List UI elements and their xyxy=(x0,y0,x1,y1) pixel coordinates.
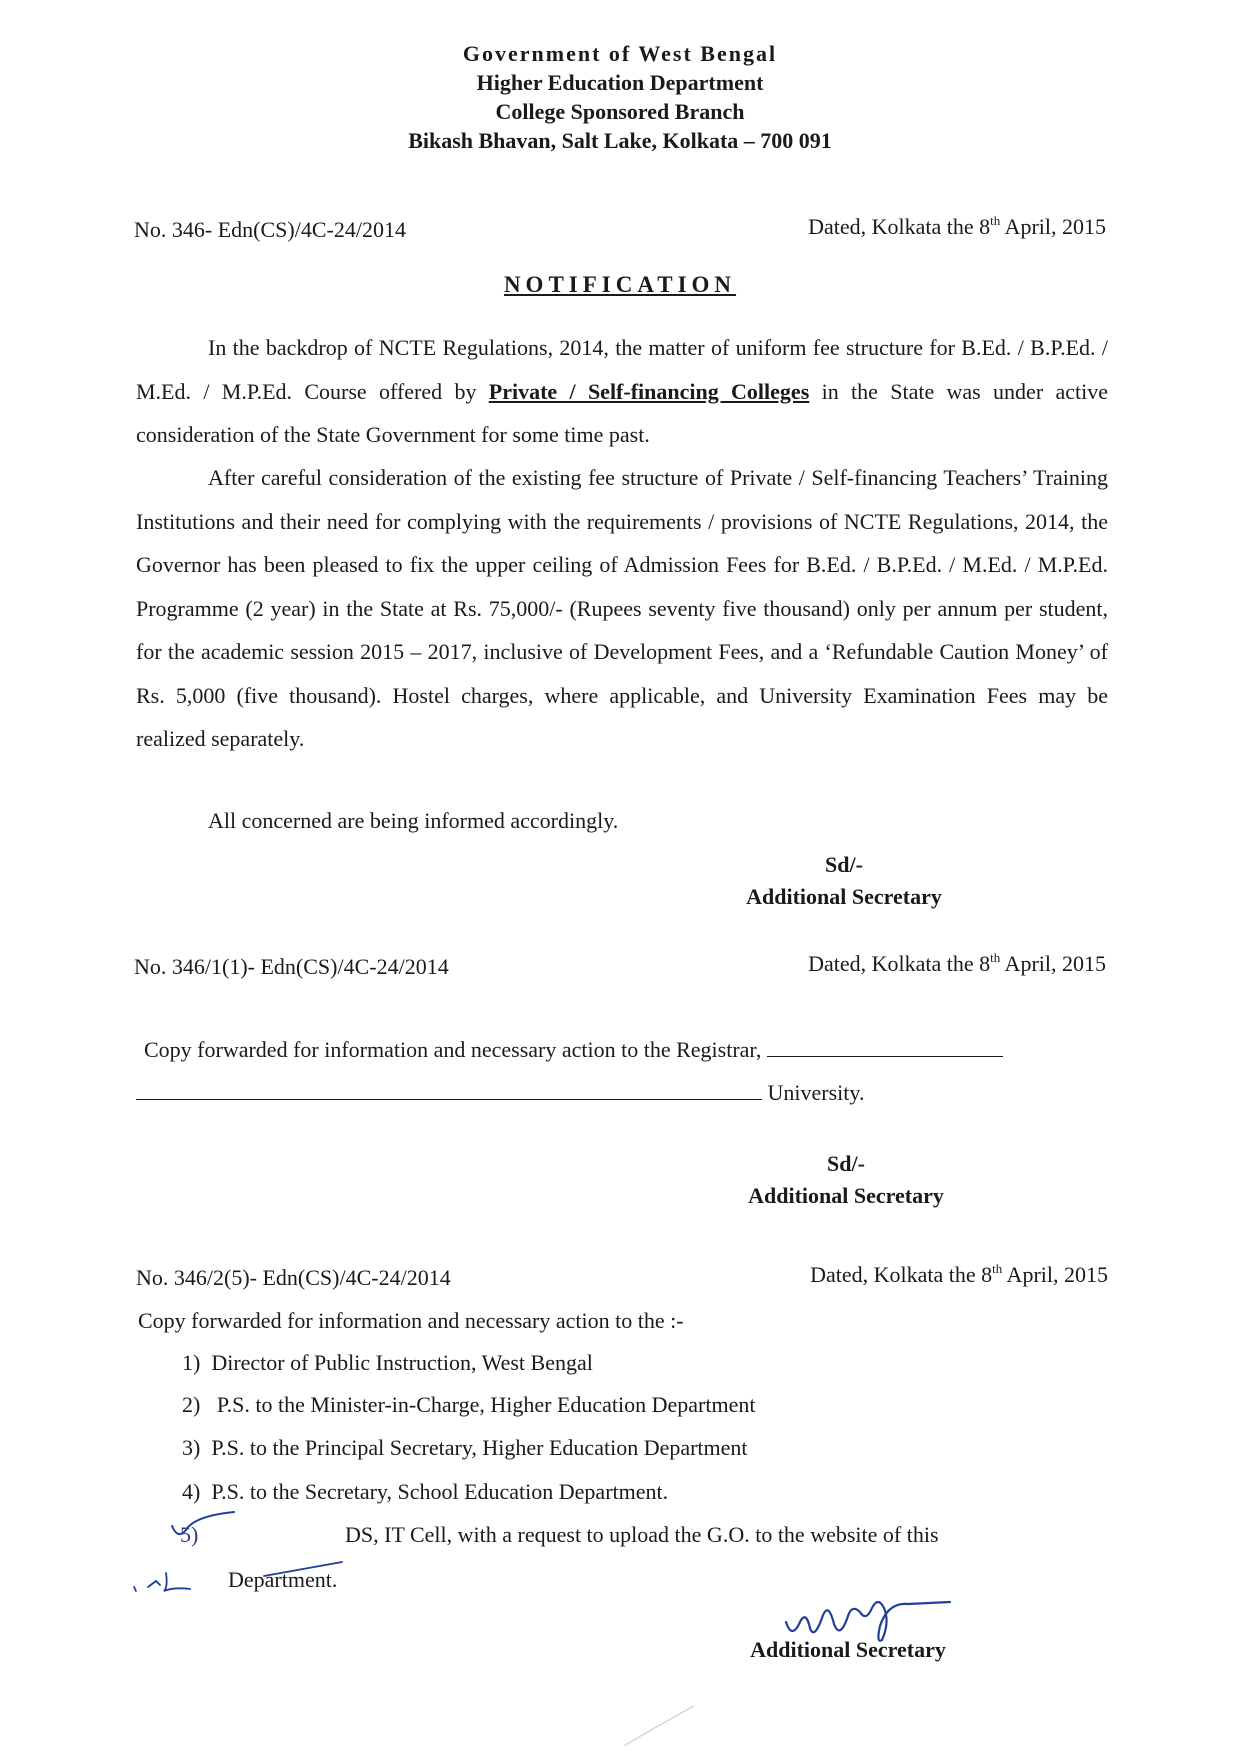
university-line: University. xyxy=(136,1077,864,1108)
list-item: 4) P.S. to the Secretary, School Education Department. xyxy=(182,1479,669,1504)
memo-date-1: Dated, Kolkata the 8th April, 2015 xyxy=(808,213,1106,239)
memo-number-2: No. 346/1(1)- Edn(CS)/4C-24/2014 xyxy=(134,954,449,979)
header-address: Bikash Bhavan, Salt Lake, Kolkata – 700 091 xyxy=(408,128,832,153)
signature-block-3 xyxy=(728,1634,968,1666)
signature-block-1 xyxy=(694,849,994,913)
registrar-blank-line xyxy=(767,1034,1003,1057)
memo-date-2: Dated, Kolkata the 8th April, 2015 xyxy=(808,950,1106,976)
signature-block-2 xyxy=(696,1148,996,1212)
list-item-5-text: DS, IT Cell, with a request to upload the G.O. to the website of this xyxy=(345,1522,939,1547)
memo-number-1: No. 346- Edn(CS)/4C-24/2014 xyxy=(134,217,406,242)
private-colleges-emphasis: Private / Self-financing Colleges xyxy=(488,378,810,404)
memo-number-3: No. 346/2(5)- Edn(CS)/4C-24/2014 xyxy=(136,1265,451,1290)
signatory-title: Additional Secretary xyxy=(748,1183,944,1208)
signatory-title: Additional Secretary xyxy=(750,1637,946,1662)
university-blank-line xyxy=(136,1077,762,1100)
copy-forwarded-list-intro: Copy forwarded for information and necessary action to the :- xyxy=(138,1308,684,1333)
header-department: Higher Education Department xyxy=(476,70,764,95)
notification-paragraph-2: After careful consideration of the existing fee structure of Private / Self-financing Teachers’ Training Institutions and their need for complying with the requirements / provisions of NCTE Regulations, 2014, the Governor has been pleased to fix the upper ceiling of Admission Fees for B.Ed. / B.P.Ed. / M.Ed. / M.P.Ed. Programme (2 year) in the State at Rs. 75,000/- (Rupees seventy five thousand) only per annum per student, for the academic session 2015 – 2017, inclusive of Development Fees, and a ‘Refundable Caution Money’ of Rs. 5,000 (five thousand). Hostel charges, where applicable, and University Examination Fees may be realized separately. xyxy=(136,465,1108,751)
list-item: 2) P.S. to the Minister-in-Charge, Higher Education Department xyxy=(182,1392,756,1417)
handwritten-mark-icon xyxy=(130,1565,225,1599)
sd-label: Sd/- xyxy=(825,852,863,877)
signatory-title: Additional Secretary xyxy=(746,884,942,909)
list-item: 1) Director of Public Instruction, West Bengal xyxy=(182,1350,593,1375)
notification-title: NOTIFICATION xyxy=(503,272,737,297)
sd-label: Sd/- xyxy=(827,1151,865,1176)
copy-forwarded-registrar: Copy forwarded for information and necessary action to the Registrar, xyxy=(144,1034,1003,1065)
notification-paragraph-1: In the backdrop of NCTE Regulations, 2014, the matter of uniform fee structure for B.Ed. / B.P.Ed. / M.Ed. / M.P.Ed. Course offered by Private / Self-financing Colleges in the State was under active consideration of the State Government for some time past. xyxy=(136,335,1108,447)
header-branch: College Sponsored Branch xyxy=(495,99,745,124)
notification-paragraph-3: All concerned are being informed accordingly. xyxy=(208,808,619,833)
list-item-5-continuation: Department. xyxy=(228,1567,338,1592)
memo-date-3: Dated, Kolkata the 8th April, 2015 xyxy=(810,1261,1108,1287)
strike-mark-icon xyxy=(258,1560,348,1580)
list-item: 3) P.S. to the Principal Secretary, Higher Education Department xyxy=(182,1435,748,1460)
list-item-5-number: 5) xyxy=(180,1522,199,1547)
tick-mark-icon xyxy=(164,1506,254,1546)
header-government: Government of West Bengal xyxy=(462,41,778,66)
scan-mark-icon xyxy=(620,1700,700,1750)
